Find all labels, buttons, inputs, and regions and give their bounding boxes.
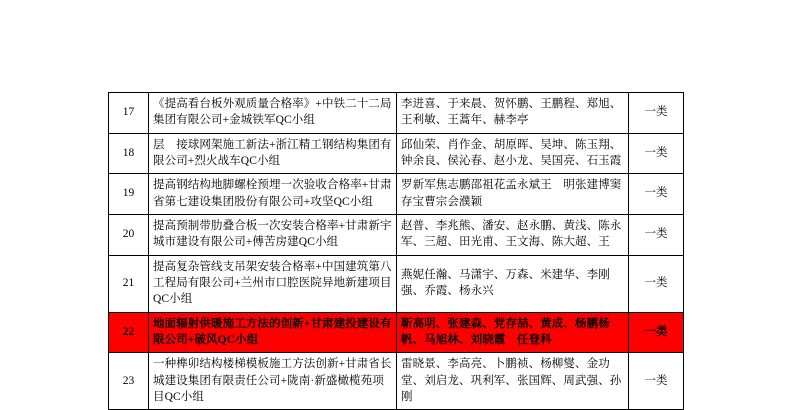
row-title: 一种榫卯结构楼梯模板施工方法创新+甘肃省长城建设集团有限责任公司+陇南·新盛橄榄苑项目QC小组 bbox=[149, 353, 397, 410]
table-row bbox=[109, 93, 684, 134]
row-title: 地面辐射供暖施工方法的创新+甘肃建投建设有限公司+破风QC小组 bbox=[149, 312, 397, 353]
row-number: 20 bbox=[109, 214, 149, 255]
table-row bbox=[109, 133, 684, 174]
row-members: 雷晓景、李高亮、卜鹏祯、杨柳燮、金功堂、刘启龙、巩利军、张国辉、周武强、孙刚 bbox=[397, 353, 629, 410]
table-body bbox=[109, 93, 684, 410]
table-row-highlighted bbox=[109, 312, 684, 353]
row-title: 提高预制带肋叠合板一次安装合格率+甘肃新宇城市建设有限公司+傅苦房建QC小组 bbox=[149, 214, 397, 255]
row-class: 一类 bbox=[629, 93, 684, 134]
row-title: 提高复杂管线支吊架安装合格率+中国建筑第八工程局有限公司+兰州市口腔医院异地新建项目QC小组 bbox=[149, 255, 397, 312]
row-number: 21 bbox=[109, 255, 149, 312]
row-class: 一类 bbox=[629, 174, 684, 215]
row-number: 19 bbox=[109, 174, 149, 215]
row-members: 靳高明、张建森、党存喆、黄成、杨鹏杨帆、马旭林、刘晓霞 任登科 bbox=[397, 312, 629, 353]
row-title: 层 接球网架施工新法+浙江精工钢结构集团有限公司+烈火战车QC小组 bbox=[149, 133, 397, 174]
row-class: 一类 bbox=[629, 133, 684, 174]
row-members: 罗新军焦志鹏邵祖花孟永斌王 明张建博窦存宝曹宗会濮颖 bbox=[397, 174, 629, 215]
row-class: 一类 bbox=[629, 312, 684, 353]
row-title: 《提高看台板外观质量合格率》+中铁二十二局集团有限公司+金城铁军QC小组 bbox=[149, 93, 397, 134]
row-number: 18 bbox=[109, 133, 149, 174]
row-title: 提高钢结构地脚螺栓预埋一次验收合格率+甘肃省第七建设集团股份有限公司+攻坚QC小组 bbox=[149, 174, 397, 215]
row-class: 一类 bbox=[629, 214, 684, 255]
row-number: 17 bbox=[109, 93, 149, 134]
results-table-container bbox=[108, 92, 683, 410]
table-row bbox=[109, 174, 684, 215]
table-row bbox=[109, 353, 684, 410]
table-row bbox=[109, 214, 684, 255]
row-class: 一类 bbox=[629, 255, 684, 312]
table-row bbox=[109, 255, 684, 312]
row-members: 邱仙荣、肖作金、胡原晖、吴坤、陈玉翔、钟余良、侯沁春、赵小龙、吴国亮、石玉霞 bbox=[397, 133, 629, 174]
row-members: 赵普、李兆熊、潘安、赵永鹏、黄浅、陈永军、三超、田光甫、王文海、陈大超、王 bbox=[397, 214, 629, 255]
row-members: 燕妮任瀚、马潇宇、万森、米建华、李刚强、乔霞、杨永兴 bbox=[397, 255, 629, 312]
row-number: 23 bbox=[109, 353, 149, 410]
results-table bbox=[108, 92, 684, 410]
row-number: 22 bbox=[109, 312, 149, 353]
row-members: 李进喜、于来晨、贺怀鹏、王鹏程、郑旭、王利敏、王蒿年、赫李亭 bbox=[397, 93, 629, 134]
row-class: 一类 bbox=[629, 353, 684, 410]
